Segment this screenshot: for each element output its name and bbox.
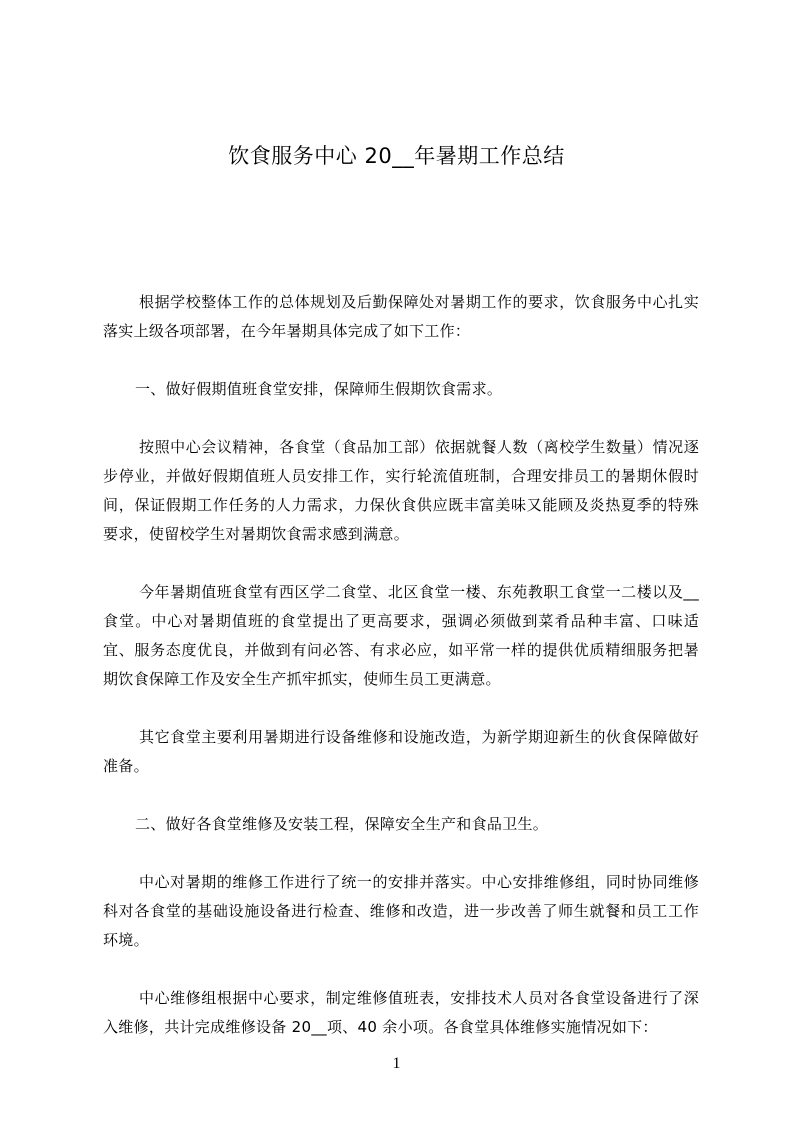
intro-paragraph: 根据学校整体工作的总体规划及后勤保障处对暑期工作的要求，饮食服务中心扎实落实上级各项部署，在今年暑期具体完成了如下工作： xyxy=(103,293,699,340)
document-body xyxy=(103,288,699,1071)
body-paragraph: 今年暑期值班食堂有西区学二食堂、北区食堂一楼、东苑教职工食堂一二楼以及__食堂。中心对暑期值班的食堂提出了更高要求，强调必须做到菜肴品种丰富、口味适宜、服务态度优良，并做到有问必答、有求必应，如平常一样的提供优质精细服务把暑期饮食保障工作及安全生产抓牢抓实，使师生员工更满意。 xyxy=(103,583,699,688)
body-paragraph: 中心对暑期的维修工作进行了统一的安排并落实。中心安排维修组，同时协同维修科对各食堂的基础设施设备进行检查、维修和改造，进一步改善了师生就餐和员工工作环境。 xyxy=(103,873,699,949)
body-paragraph: 按照中心会议精神，各食堂（食品加工部）依据就餐人数（离校学生数量）情况逐步停业，并做好假期值班人员安排工作，实行轮流值班制，合理安排员工的暑期休假时间，保证假期工作任务的人力需求，力保伙食供应既丰富美味又能顾及炎热夏季的特殊要求，使留校学生对暑期饮食需求感到满意。 xyxy=(103,438,699,543)
body-paragraph: 中心维修组根据中心要求，制定维修值班表，安排技术人员对各食堂设备进行了深入维修，共计完成维修设备 20__项、40 余小项。各食堂具体维修实施情况如下： xyxy=(103,989,699,1036)
section-heading-2: 二、做好各食堂维修及安装工程，保障安全生产和食品卫生。 xyxy=(135,815,549,833)
body-paragraph: 其它食堂主要利用暑期进行设备维修和设施改造，为新学期迎新生的伙食保障做好准备。 xyxy=(103,728,699,775)
document-title: 饮食服务中心 20__年暑期工作总结 xyxy=(228,144,565,168)
section-heading-1: 一、做好假期值班食堂安排，保障师生假期饮食需求。 xyxy=(135,380,503,398)
page-number: 1 xyxy=(392,1055,401,1072)
